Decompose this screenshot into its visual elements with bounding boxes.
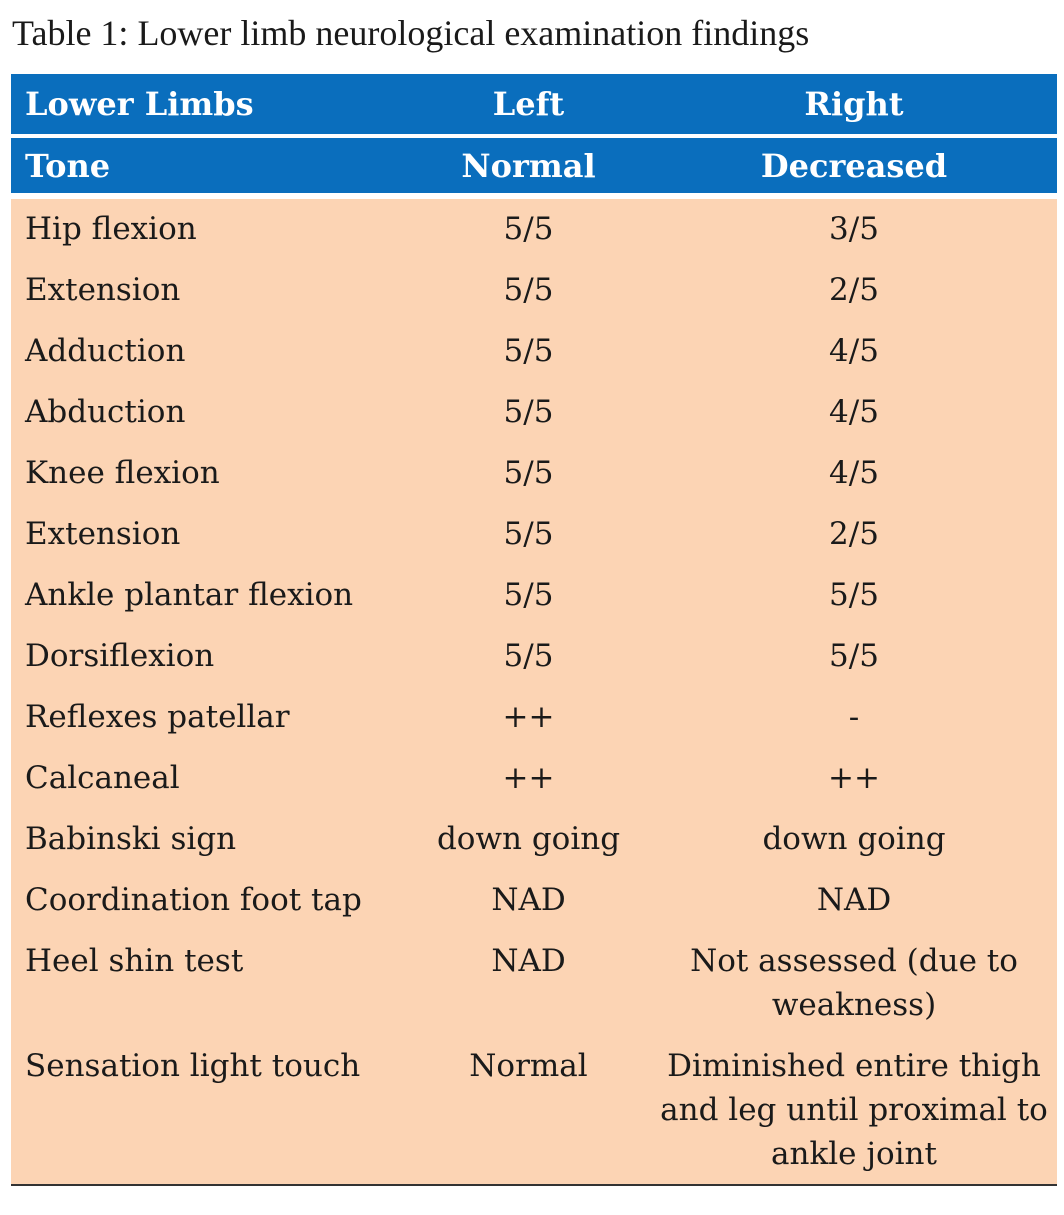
table-row xyxy=(11,687,1057,748)
row-label: Knee flexion xyxy=(11,443,406,504)
row-right-value: 4/5 xyxy=(651,443,1057,504)
row-label: Hip flexion xyxy=(11,196,406,260)
row-left-value: 5/5 xyxy=(406,626,651,687)
row-right-value: 5/5 xyxy=(651,626,1057,687)
row-label: Abduction xyxy=(11,382,406,443)
table-bottom-rule xyxy=(11,1184,1057,1186)
row-left-value: 5/5 xyxy=(406,382,651,443)
table-row xyxy=(11,504,1057,565)
header-right: Right xyxy=(651,74,1057,136)
table-row xyxy=(11,931,1057,1036)
row-left-value: ++ xyxy=(406,687,651,748)
exam-table xyxy=(11,74,1057,1184)
table-row xyxy=(11,626,1057,687)
row-left-value: NAD xyxy=(406,870,651,931)
row-label: Extension xyxy=(11,504,406,565)
row-label: Calcaneal xyxy=(11,748,406,809)
row-right-value: 3/5 xyxy=(651,196,1057,260)
table-caption: Table 1: Lower limb neurological examination findings xyxy=(12,13,810,53)
row-right-value: - xyxy=(651,687,1057,748)
row-right-value: 4/5 xyxy=(651,382,1057,443)
row-label: Heel shin test xyxy=(11,931,406,1036)
table-row xyxy=(11,565,1057,626)
row-right-value: down going xyxy=(651,809,1057,870)
table-row xyxy=(11,809,1057,870)
table-row xyxy=(11,382,1057,443)
row-right-value: NAD xyxy=(651,870,1057,931)
table-row xyxy=(11,260,1057,321)
row-label: Sensation light touch xyxy=(11,1036,406,1184)
row-right-value: 2/5 xyxy=(651,504,1057,565)
row-label: Coordination foot tap xyxy=(11,870,406,931)
header-row xyxy=(11,74,1057,136)
row-right-value: 2/5 xyxy=(651,260,1057,321)
header-lower-limbs: Lower Limbs xyxy=(11,74,406,136)
exam-table-container xyxy=(11,74,1057,1186)
table-row xyxy=(11,443,1057,504)
table-row xyxy=(11,870,1057,931)
row-label: Ankle plantar flexion xyxy=(11,565,406,626)
row-left-value: 5/5 xyxy=(406,565,651,626)
row-label: Babinski sign xyxy=(11,809,406,870)
table-row xyxy=(11,748,1057,809)
tone-right: Decreased xyxy=(651,136,1057,196)
table-row xyxy=(11,1036,1057,1184)
row-label: Extension xyxy=(11,260,406,321)
row-right-value: ++ xyxy=(651,748,1057,809)
row-left-value: 5/5 xyxy=(406,196,651,260)
row-label: Dorsiflexion xyxy=(11,626,406,687)
row-left-value: ++ xyxy=(406,748,651,809)
tone-left: Normal xyxy=(406,136,651,196)
row-right-value: Not assessed (due to weakness) xyxy=(651,931,1057,1036)
row-right-value: 4/5 xyxy=(651,321,1057,382)
row-left-value: Normal xyxy=(406,1036,651,1184)
row-left-value: 5/5 xyxy=(406,504,651,565)
row-label: Reflexes patellar xyxy=(11,687,406,748)
row-label: Adduction xyxy=(11,321,406,382)
tone-row xyxy=(11,136,1057,196)
row-left-value: NAD xyxy=(406,931,651,1036)
header-left: Left xyxy=(406,74,651,136)
table-row xyxy=(11,196,1057,260)
row-right-value: 5/5 xyxy=(651,565,1057,626)
tone-label: Tone xyxy=(11,136,406,196)
row-left-value: 5/5 xyxy=(406,321,651,382)
row-left-value: down going xyxy=(406,809,651,870)
row-left-value: 5/5 xyxy=(406,443,651,504)
row-right-value: Diminished entire thigh and leg until proximal to ankle joint xyxy=(651,1036,1057,1184)
row-left-value: 5/5 xyxy=(406,260,651,321)
table-row xyxy=(11,321,1057,382)
